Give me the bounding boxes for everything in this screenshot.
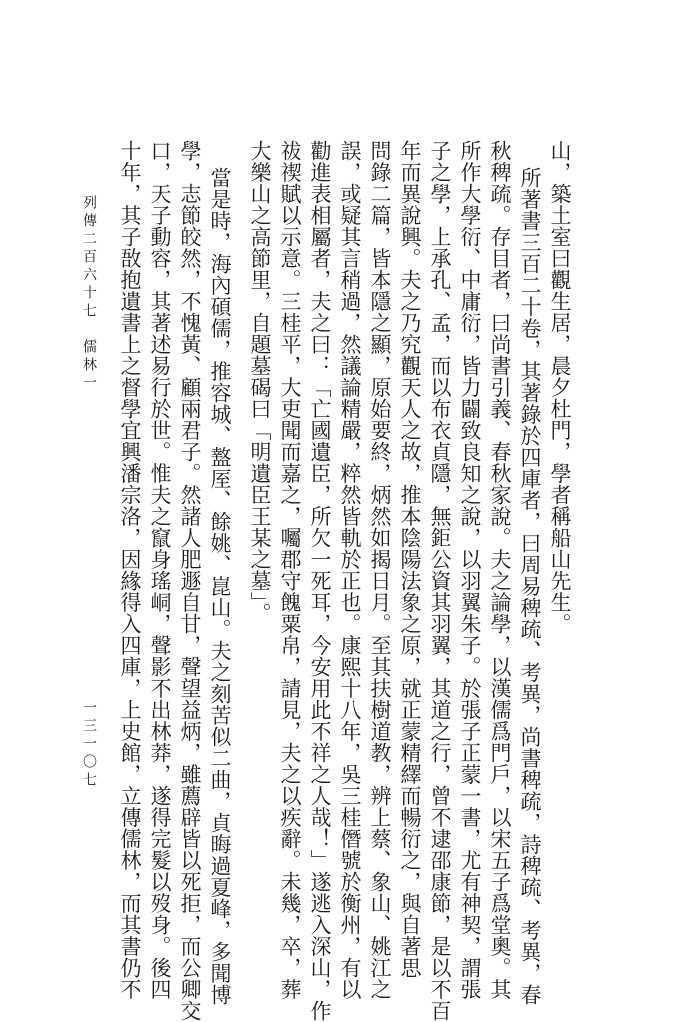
text-column-1: 山，築土室曰觀生居，晨夕杜門，學者稱船山先生。	[548, 140, 572, 635]
text-column-8: 誤，或疑其言稍過，然議論精嚴，粹然皆軌於正也。康熙十八年，吳三桂僭號於衡州，有以	[338, 140, 362, 1000]
text-column-12: 當是時，海內碩儒，推容城、盩厔、餘姚、崑山。夫之刻苦似二曲，貞晦過夏峰，多聞博	[208, 167, 232, 1006]
text-column-6: 年而異說興。夫之乃究觀天人之故，推本陰陽法象之原，就正蒙精繹而暢衍之，與自著思	[398, 140, 422, 979]
running-header: 列傳二百六十七 儒林一	[81, 195, 97, 393]
text-column-5: 子之學，上承孔、孟，而以布衣貞隱，無鉅公資其羽翼，其道之行，曾不逮邵康節，是以不百	[428, 140, 452, 1022]
page-number: 一三一〇七	[81, 700, 97, 790]
text-column-14: 口，天子動容，其著述易行於世。惟夫之竄身瑤峒，聲影不出林莽，遂得完髮以歿身。後四	[148, 140, 172, 1000]
text-column-13: 學，志節皎然，不愧黃、顧兩君子。然諸人肥遯自甘，聲望益炳，雖薦辟皆以死拒，而公卿交	[178, 140, 202, 1022]
text-column-2: 所著書三百二十卷，其著錄於四庫者，曰周易稗疏、考異，尚書稗疏，詩稗疏、考異，春	[518, 167, 542, 1006]
text-column-4: 所作大學衍、中庸衍，皆力闢致良知之說，以羽翼朱子。於張子正蒙一書，尤有神契，謂張	[458, 140, 482, 1000]
text-column-11: 大樂山之高節里，自題墓碣曰「明遺臣王某之墓」。	[248, 140, 272, 624]
text-column-7: 問錄二篇，皆本隱之顯，原始要終，炳然如揭日月。至其扶樹道教，辨上蔡、象山、姚江之	[368, 140, 392, 1000]
text-column-15: 十年，其子敔抱遺書上之督學宜興潘宗洛，因緣得入四庫，上史館，立傳儒林，而其書仍不	[118, 140, 142, 1000]
text-column-10: 祓禊賦以示意。三桂平，大吏聞而嘉之，囑郡守餽粟帛，請見，夫之以疾辭。未幾，卒，葬	[278, 140, 302, 1000]
text-column-3: 秋稗疏。存目者，曰尚書引義、春秋家說。夫之論學，以漢儒爲門戶，以宋五子爲堂奧。其	[488, 140, 512, 1000]
text-column-9: 勸進表相屬者，夫之曰：「亡國遺臣，所欠一死耳，今安用此不祥之人哉！」遂逃入深山，作	[308, 140, 332, 1022]
